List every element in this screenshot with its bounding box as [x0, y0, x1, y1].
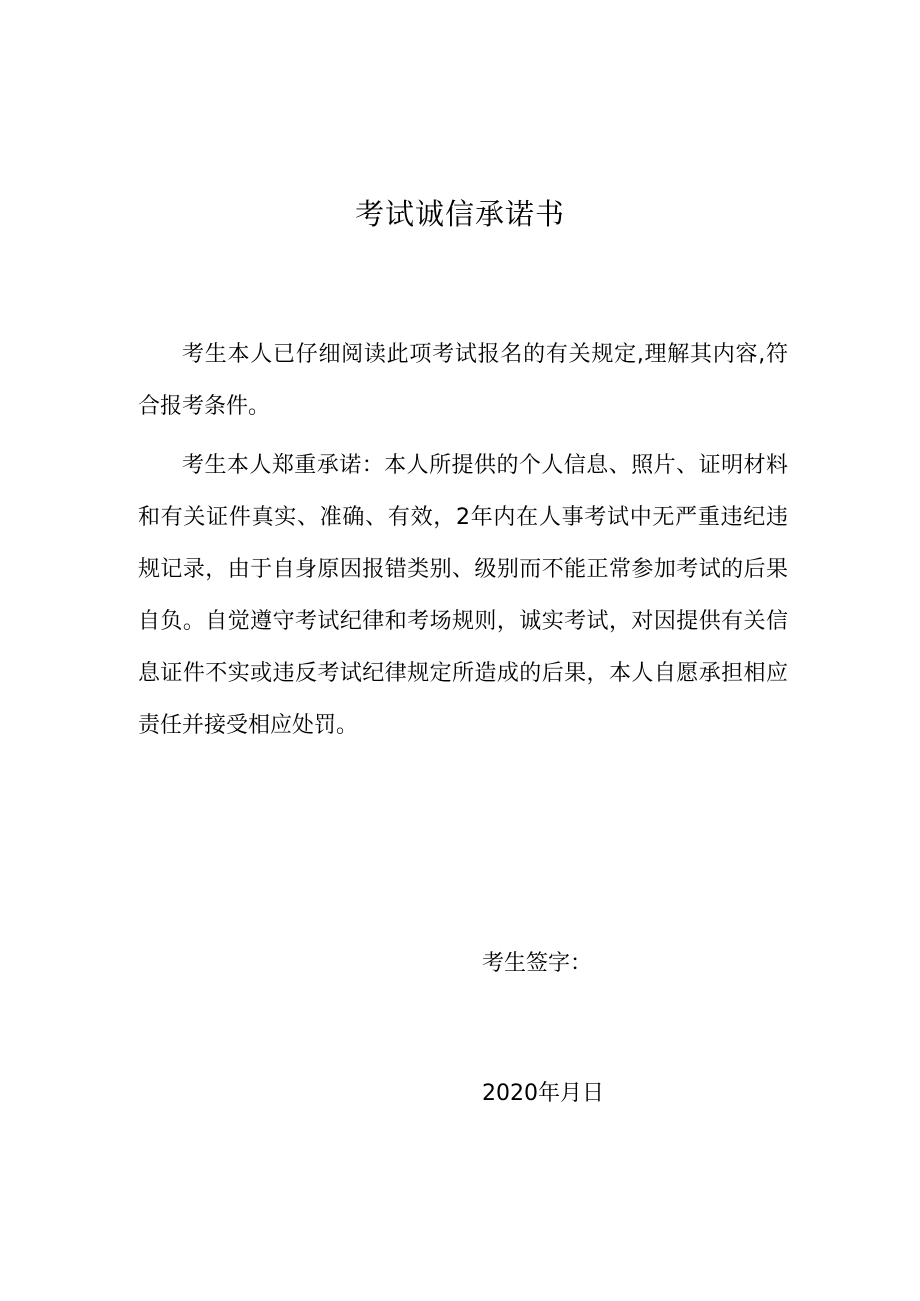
document-title: 考试诚信承诺书: [354, 197, 565, 231]
signature-label: 考生签字：: [482, 951, 593, 976]
paragraph-eligibility: 考生本人已仔细阅读此项考试报名的有关规定,理解其内容,符合报考条件。: [138, 342, 788, 419]
date-line: 2020年月日: [482, 1081, 604, 1106]
paragraph-commitment: 考生本人郑重承诺：本人所提供的个人信息、照片、证明材料和有关证件真实、准确、有效，2年内在人事考试中无严重违纪违规记录，由于自身原因报错类别、级别而不能正常参加考试的后果自负。自觉遵守考试纪律和考场规则，诚实考试，对因提供有关信息证件不实或违反考试纪律规定所造成的后果，本人自愿承担相应责任并接受相应处罚。: [138, 453, 788, 738]
